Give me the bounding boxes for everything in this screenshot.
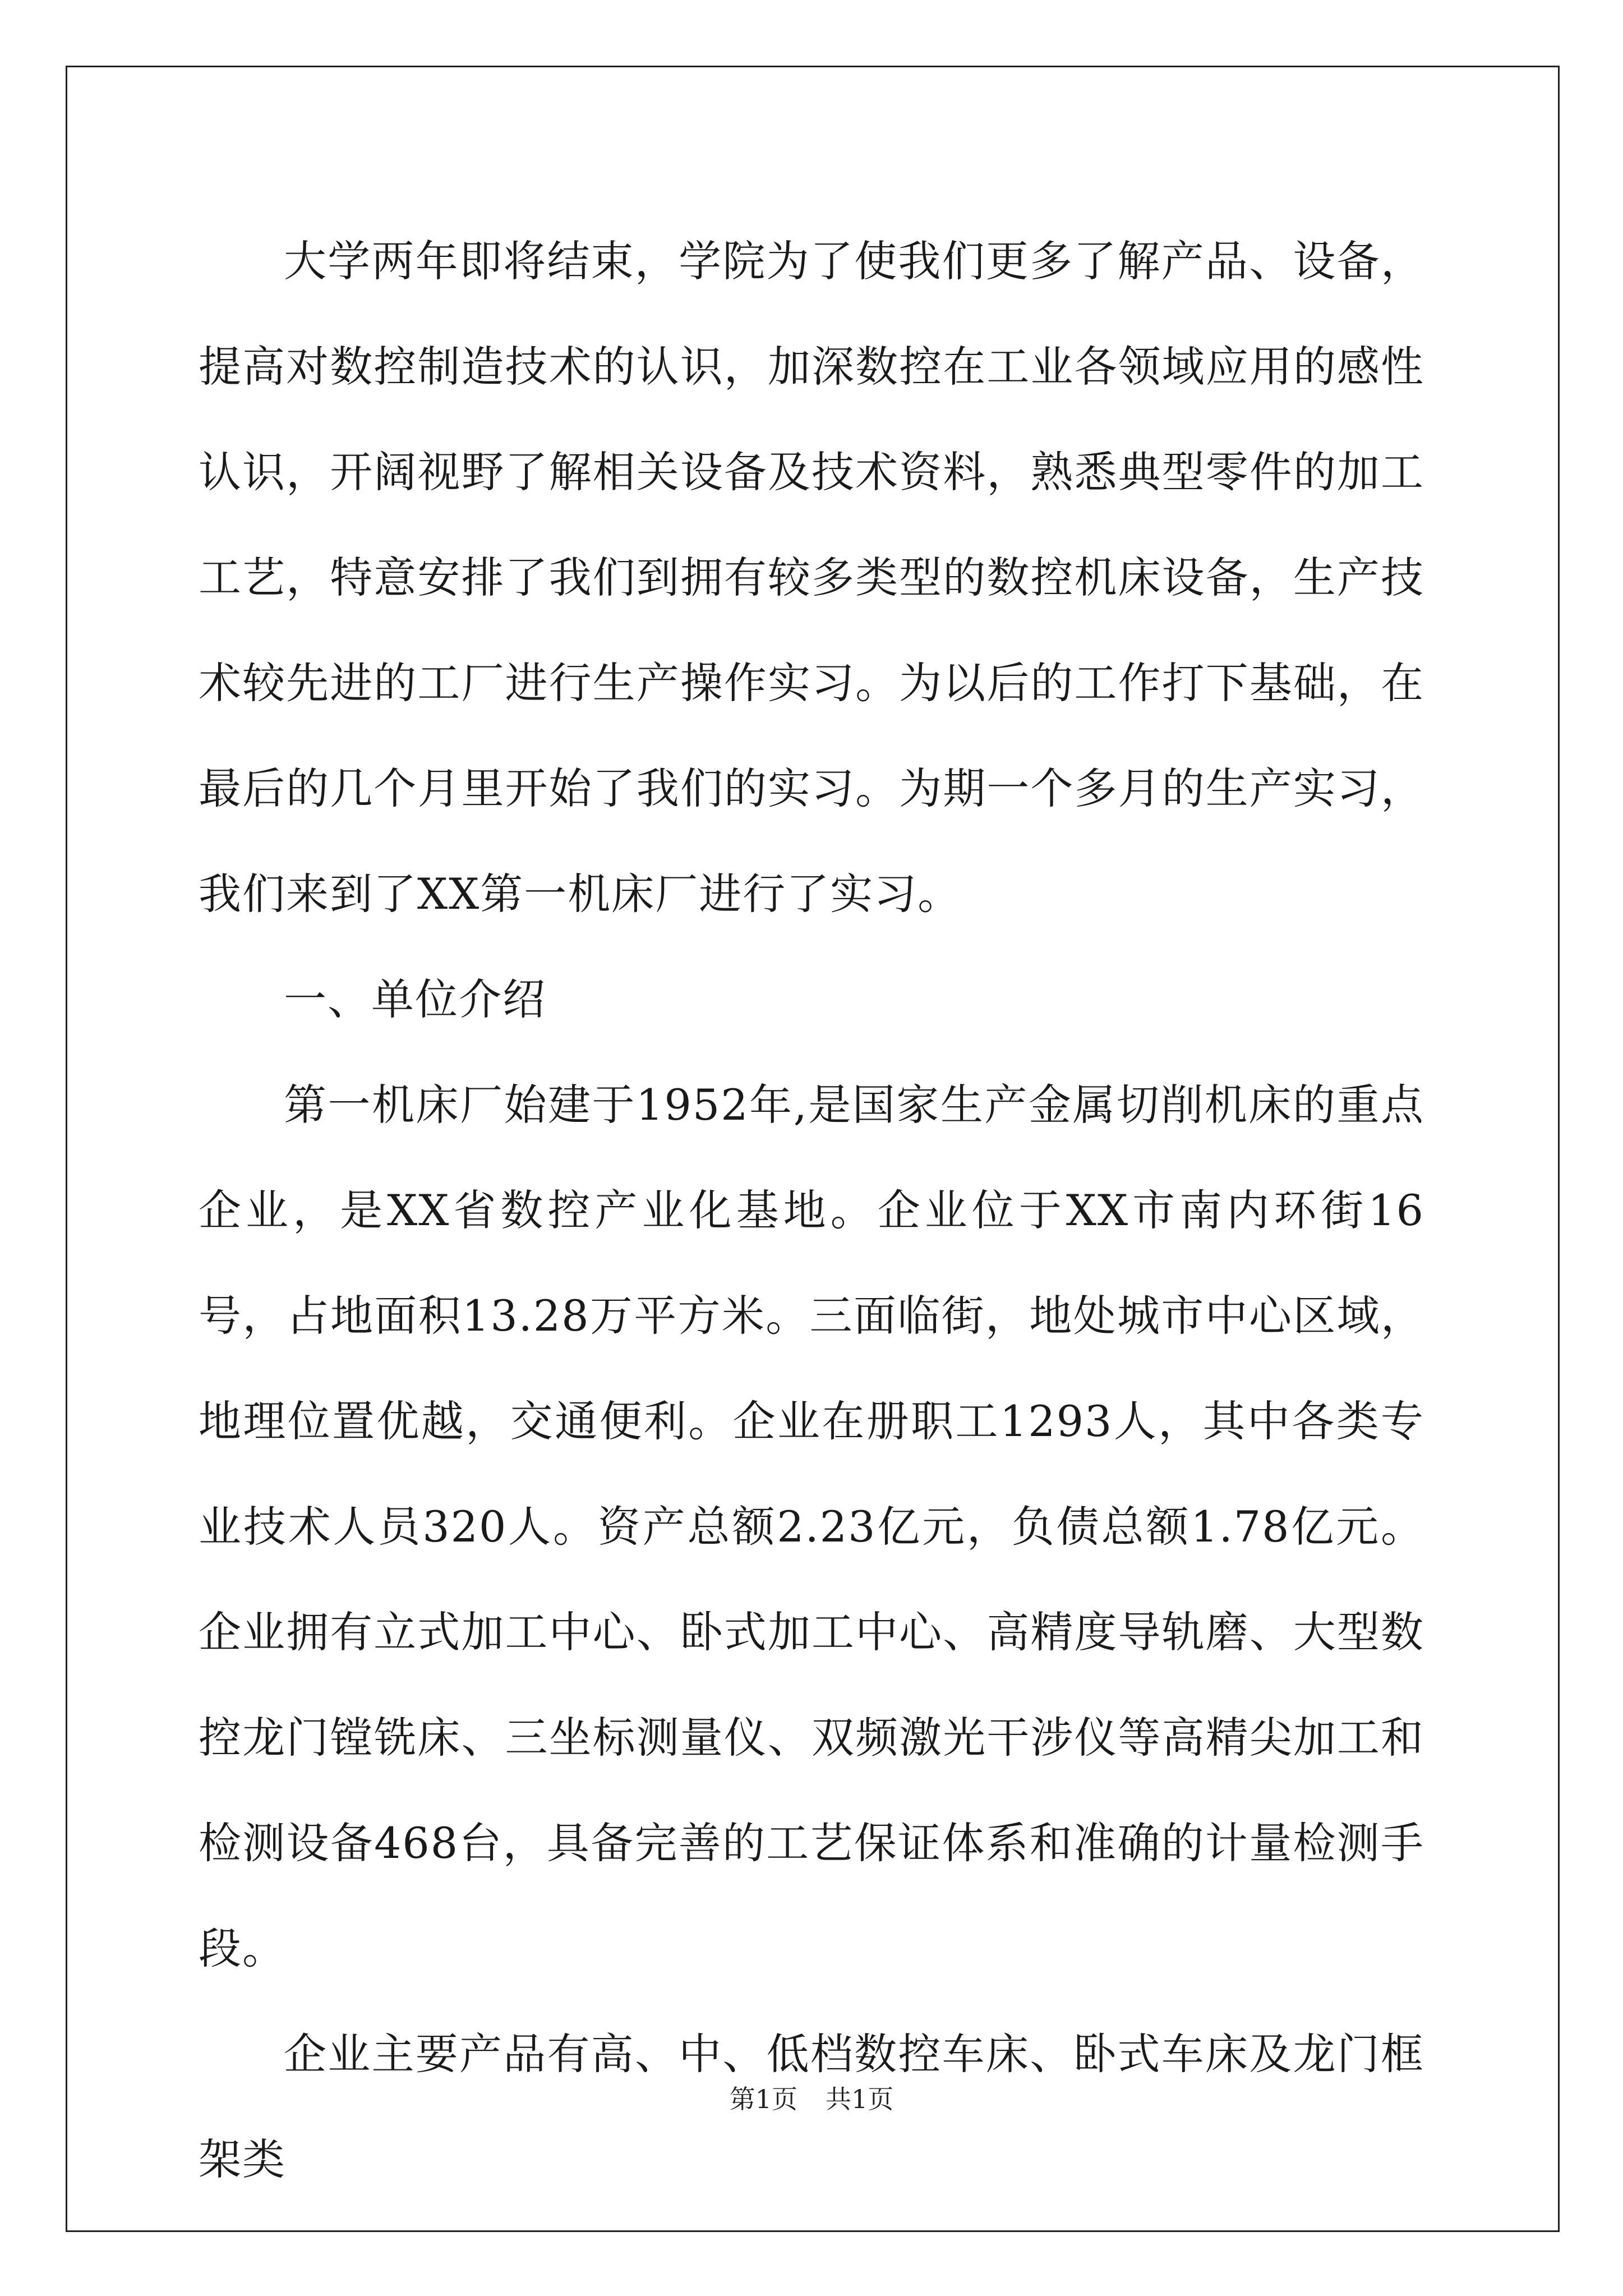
section-heading: 一、单位介绍 [284,974,546,1024]
paragraph-company: 第一机床厂始建于1952年,是国家生产金属切削机床的重点企业，是XX省数控产业化基地。企业位于XX市南内环街16号，占地面积13.28万平方米。三面临街，地处城市中心区域，地理位置优越，交通便利。企业在册职工1293人，其中各类专业技术人员320人。资产总额2.23亿元，负债总额1.78亿元。企业拥有立式加工中心、卧式加工中心、高精度导轨磨、大型数控龙门镗铣床、三坐标测量仪、双频激光干涉仪等高精尖加工和检测设备468台，具备完善的工艺保证体系和准确的计量检测手段。 [199,1080,1424,1973]
paragraph-products: 企业主要产品有高、中、低档数控车床、卧式车床及龙门框架类 [199,2029,1424,2184]
document-body [199,209,1424,2212]
page-number: 第1页 [729,2084,797,2114]
page-footer [0,2082,1623,2116]
page-total: 共1页 [826,2084,894,2114]
paragraph-intro: 大学两年即将结束，学院为了使我们更多了解产品、设备，提高对数控制造技术的认识，加深数控在工业各领域应用的感性认识，开阔视野了解相关设备及技术资料，熟悉典型零件的加工工艺，特意安排了我们到拥有较多类型的数控机床设备，生产技术较先进的工厂进行生产操作实习。为以后的工作打下基础，在最后的几个月里开始了我们的实习。为期一个多月的生产实习，我们来到了XX第一机床厂进行了实习。 [199,236,1424,919]
